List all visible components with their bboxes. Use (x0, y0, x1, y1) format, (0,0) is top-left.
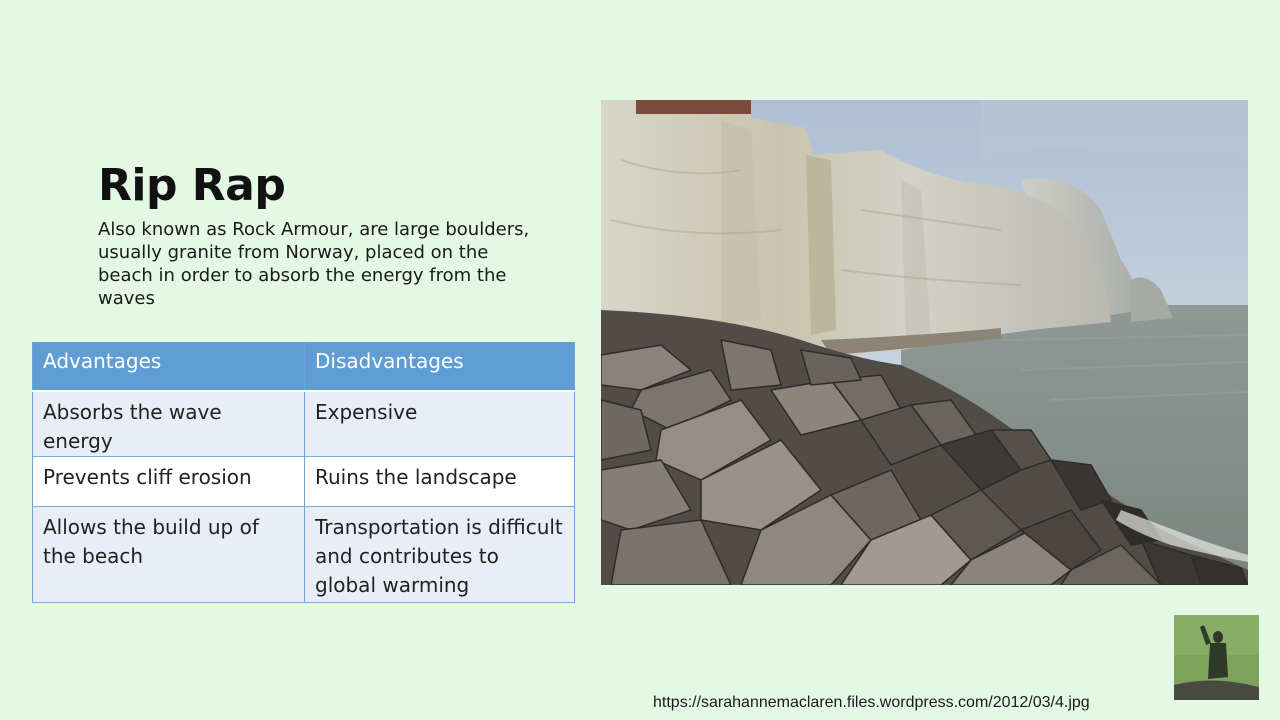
table-cell: Allows the build up of the beach (33, 507, 305, 603)
header-disadvantages: Disadvantages (305, 342, 575, 391)
table-cell: Ruins the landscape (305, 457, 575, 507)
rock-armour-photo (601, 100, 1248, 585)
table-row (33, 507, 575, 603)
image-source-url: https://sarahannemaclaren.files.wordpress.com/2012/03/4.jpg (653, 694, 1090, 711)
slide-title: Rip Rap (98, 160, 286, 211)
header-advantages: Advantages (33, 342, 305, 391)
advantages-disadvantages-table (32, 342, 575, 603)
table-row (33, 457, 575, 507)
table-cell: Prevents cliff erosion (33, 457, 305, 507)
table-cell: Transportation is difficult and contributes to global warming (305, 507, 575, 603)
table-header-row (33, 342, 575, 391)
table-row (33, 391, 575, 457)
slide-description: Also known as Rock Armour, are large boulders, usually granite from Norway, placed on the beach in order to absorb the energy from the waves (98, 219, 530, 309)
table-cell: Expensive (305, 391, 575, 457)
shadow-thumbnail (1174, 615, 1259, 700)
table-cell: Absorbs the wave energy (33, 391, 305, 457)
